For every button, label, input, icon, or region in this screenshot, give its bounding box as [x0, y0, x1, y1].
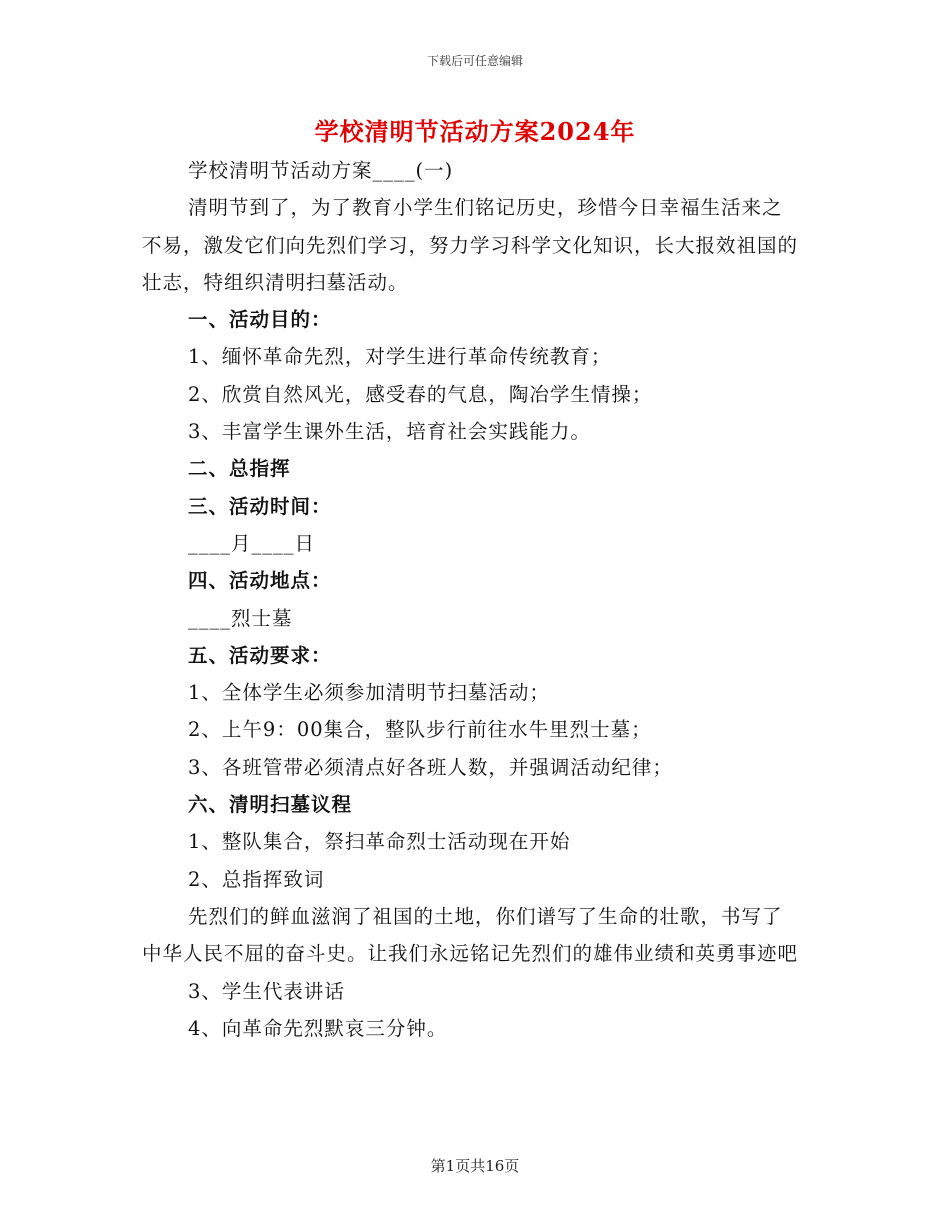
activity-date: ____月____日: [188, 531, 316, 555]
list-item: 4、向革命先烈默哀三分钟。: [188, 1016, 448, 1040]
list-item: 1、整队集合，祭扫革命烈士活动现在开始: [188, 830, 571, 854]
list-item: 2、欣赏自然风光，感受春的气息，陶冶学生情操；: [188, 382, 653, 406]
list-item: 3、各班管带必须清点好各班人数，并强调活动纪律；: [188, 755, 673, 779]
header-note: 下载后可任意编辑: [426, 54, 523, 68]
list-item: 1、全体学生必须参加清明节扫墓活动；: [188, 681, 550, 705]
speech-paragraph: 先烈们的鲜血滋润了祖国的土地，你们谱写了生命的壮歌，书写了中华人民不屈的奋斗史。让我们永远铭记先烈们的雄伟业绩和英勇事迹吧: [142, 904, 799, 966]
section-heading-commander: 二、总指挥: [188, 457, 291, 481]
list-item: 1、缅怀革命先烈，对学生进行革命传统教育；: [188, 345, 612, 369]
list-item: 2、总指挥致词: [188, 867, 325, 891]
document-title: 学校清明节活动方案2024年: [314, 117, 636, 146]
activity-location: ____烈士墓: [188, 606, 293, 630]
section-heading-requirements: 五、活动要求：: [188, 643, 332, 667]
page-number: 第1页共16页: [430, 1157, 520, 1175]
section-heading-purpose: 一、活动目的：: [188, 308, 332, 332]
list-item: 2、上午9：00集合，整队步行前往水牛里烈士墓；: [188, 718, 652, 742]
list-item: 3、学生代表讲话: [188, 979, 345, 1003]
section-heading-agenda: 六、清明扫墓议程: [188, 793, 353, 817]
section-heading-location: 四、活动地点：: [188, 569, 332, 593]
subtitle: 学校清明节活动方案____(一): [188, 159, 454, 182]
document-body: [142, 152, 802, 1047]
list-item: 3、丰富学生课外生活，培育社会实践能力。: [188, 420, 591, 444]
intro-paragraph: 清明节到了，为了教育小学生们铭记历史，珍惜今日幸福生活来之不易，激发它们向先烈们学习，努力学习科学文化知识，长大报效祖国的壮志，特组织清明扫墓活动。: [142, 196, 799, 294]
section-heading-time: 三、活动时间：: [188, 494, 332, 518]
